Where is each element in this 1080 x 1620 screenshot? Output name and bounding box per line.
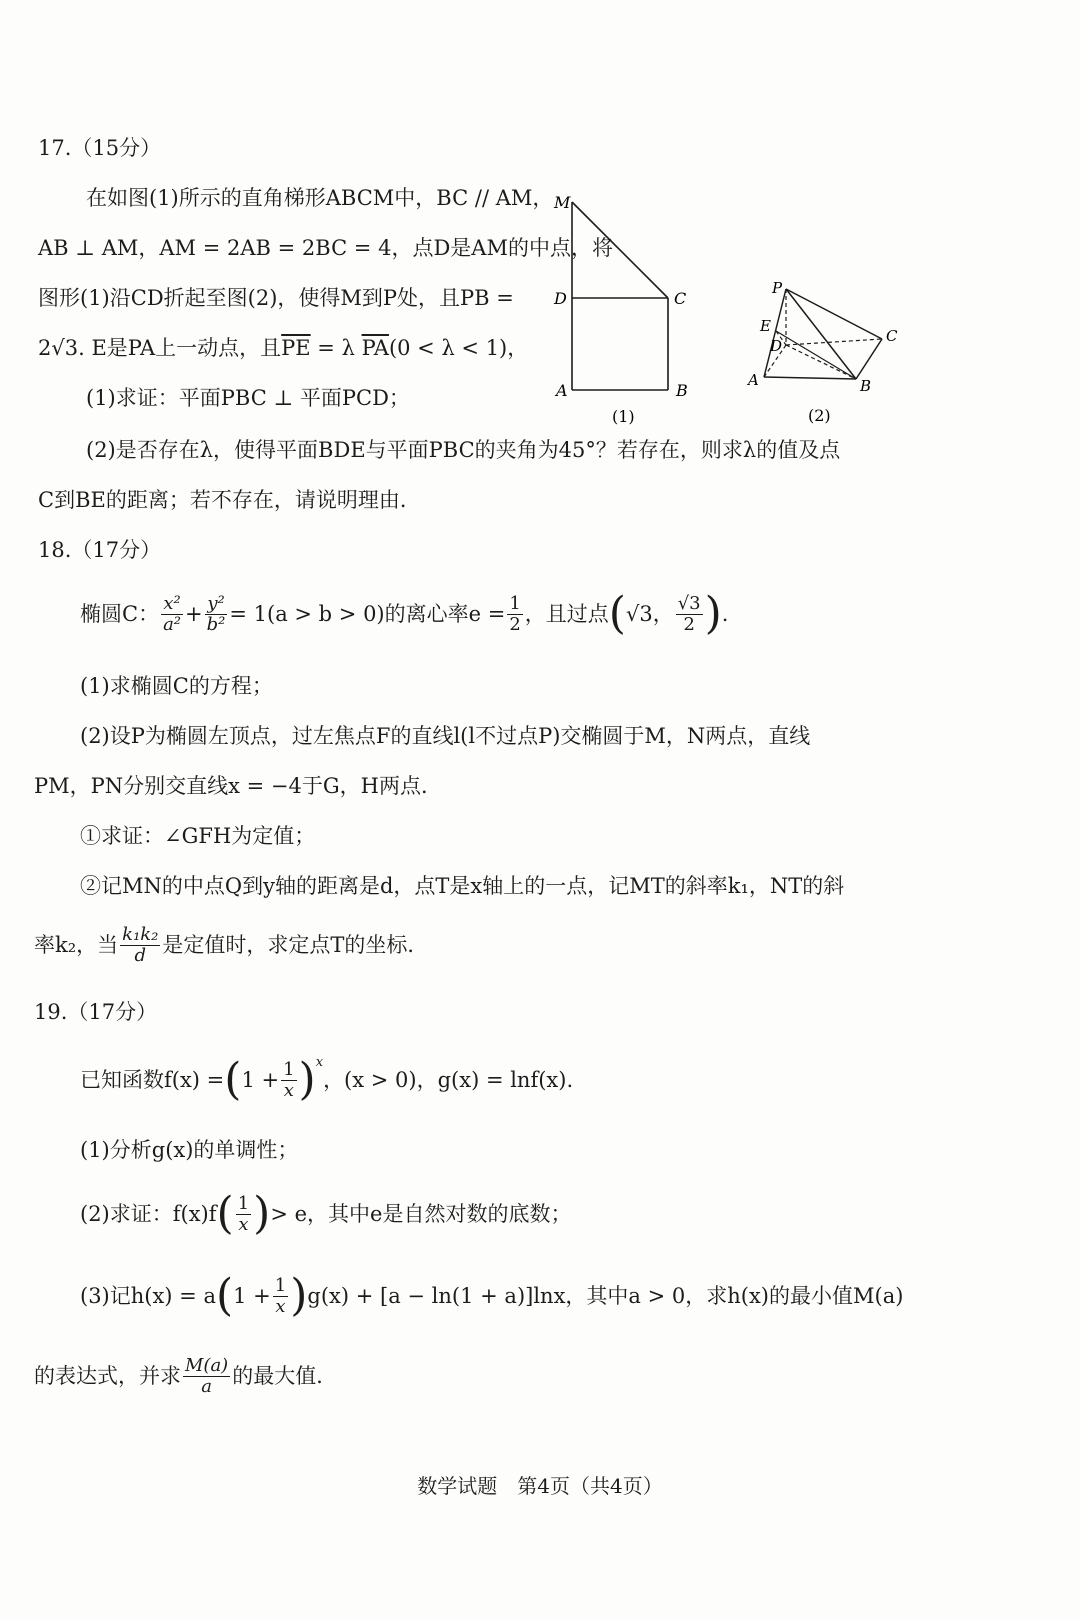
frac-den: b² xyxy=(206,613,226,635)
frac-1-x xyxy=(273,1276,288,1317)
q19-part1: (1)分析g(x)的单调性； xyxy=(80,1138,299,1162)
q18-ellipse-statement xyxy=(80,588,729,639)
left-paren: ( xyxy=(216,1188,234,1239)
fig2-label-c: C xyxy=(886,327,898,345)
q18-part2-cont: PM，PN分别交直线x = −4于G，H两点． xyxy=(34,774,442,798)
q19-part2-start: (2)求证：f(x)f xyxy=(80,1201,217,1226)
frac-num: M(a) xyxy=(185,1355,229,1376)
frac-den: x xyxy=(238,1213,249,1235)
vector-pa: $\overline{PA}$ xyxy=(361,336,389,360)
q17-line2: AB ⊥ AM，AM = 2AB = 2BC = 4，点D是AM的中点，将 xyxy=(38,236,613,260)
left-paren: ( xyxy=(215,1270,234,1321)
figure-2-folded-solid xyxy=(740,275,910,430)
q19-def-inner: 1 + xyxy=(241,1067,280,1092)
q19-def-start: 已知函数f(x) = xyxy=(80,1067,225,1092)
frac-num: 1 xyxy=(509,592,521,614)
frac-den: 2 xyxy=(509,613,521,635)
fig1-label-a: A xyxy=(556,381,568,400)
q18-point-x: √3， xyxy=(625,601,674,626)
q19-part3-inner: 1 + xyxy=(233,1283,271,1308)
left-paren: ( xyxy=(224,1054,242,1105)
fig1-caption: (1) xyxy=(612,407,635,426)
frac-num: x² xyxy=(163,592,181,614)
fig2-label-d: D xyxy=(770,337,783,355)
frac-den: x xyxy=(283,1079,294,1101)
frac-1-x xyxy=(236,1194,251,1235)
q18-part1: (1)求椭圆C的方程； xyxy=(80,674,273,698)
q18-header: 18.（17分） xyxy=(38,538,162,562)
q17-line4-start: 2√3. E是PA上一动点，且 xyxy=(38,336,282,360)
fig2-label-p: P xyxy=(772,279,783,297)
right-paren: ) xyxy=(704,588,722,639)
frac-x2-a2 xyxy=(161,594,183,635)
fig2-caption: (2) xyxy=(808,406,831,425)
right-paren: ) xyxy=(298,1054,316,1105)
page-footer: 数学试题 第4页（共4页） xyxy=(417,1474,663,1498)
q17-line4-end: (0 < λ < 1)， xyxy=(388,336,529,360)
right-paren: ) xyxy=(253,1188,271,1239)
q18-part2: (2)设P为椭圆左顶点，过左焦点F的直线l(l不过点P)交椭圆于M，N两点，直线 xyxy=(80,724,811,748)
q19-part3-cont-a: 的表达式，并求 xyxy=(34,1363,181,1388)
frac-num: 1 xyxy=(283,1058,295,1080)
right-paren: ) xyxy=(290,1270,308,1321)
frac-den: d xyxy=(134,944,147,966)
left-paren: ( xyxy=(608,588,626,639)
q17-line4-lambda: = λ xyxy=(310,336,362,360)
frac-one-half xyxy=(507,594,522,635)
frac-den: a² xyxy=(163,613,182,635)
q18-sub2-text-b: 是定值时，求定点T的坐标． xyxy=(162,932,429,957)
fig1-label-m: M xyxy=(554,193,571,212)
frac-k1k2-d xyxy=(120,925,160,966)
figure-1-trapezoid xyxy=(550,190,710,430)
q17-part1: (1)求证：平面PBC ⊥ 平面PCD； xyxy=(86,386,410,410)
q17-line3: 图形(1)沿CD折起至图(2)，使得M到P处，且PB = xyxy=(38,286,514,310)
q19-def-end: ，(x > 0)，g(x) = lnf(x). xyxy=(323,1067,574,1092)
q19-part3-cont xyxy=(34,1356,337,1397)
q18-passes-text: ，且过点 xyxy=(524,601,609,626)
frac-den: 2 xyxy=(683,613,695,635)
frac-ma-a xyxy=(183,1356,230,1397)
frac-sqrt3-2 xyxy=(676,594,703,635)
q17-header: 17.（15分） xyxy=(38,136,162,160)
q19-part3-cont-b: 的最大值． xyxy=(232,1363,338,1388)
q18-period: . xyxy=(721,601,729,626)
frac-num: k₁k₂ xyxy=(122,924,159,945)
q18-sub2-text-a: 率k₂，当 xyxy=(34,932,119,957)
q18-sub2-cont xyxy=(34,925,428,966)
q19-part3-start: (3)记h(x) = a xyxy=(80,1283,216,1308)
q19-part2-end: > e，其中e是自然对数的底数； xyxy=(270,1201,572,1226)
q17-part2-cont: C到BE的距离；若不存在，请说明理由． xyxy=(38,488,421,512)
q19-part3-end: g(x) + [a − ln(1 + a)]lnx，其中a > 0，求h(x)的最小值M(a) xyxy=(307,1283,904,1308)
q17-line4 xyxy=(38,338,528,359)
fig2-label-a: A xyxy=(748,371,759,389)
fig1-label-d: D xyxy=(554,289,567,308)
q17-line1: 在如图(1)所示的直角梯形ABCM中，BC // AM， xyxy=(86,186,554,210)
vector-pe: $\overline{PE}$ xyxy=(281,336,311,360)
fig1-label-c: C xyxy=(674,289,687,308)
fig2-label-b: B xyxy=(860,377,872,395)
frac-den: a xyxy=(201,1375,212,1397)
frac-den: x xyxy=(275,1295,286,1317)
frac-y2-b2 xyxy=(205,594,228,635)
fig1-label-b: B xyxy=(676,381,688,400)
frac-num: 1 xyxy=(274,1274,287,1296)
q19-part2 xyxy=(80,1188,572,1239)
fig2-label-e: E xyxy=(760,317,771,335)
q19-part3 xyxy=(80,1270,904,1321)
q18-sub2: ②记MN的中点Q到y轴的距离是d，点T是x轴上的一点，记MT的斜率k₁，NT的斜 xyxy=(80,874,845,898)
frac-num: y² xyxy=(207,592,225,614)
exponent-x: x xyxy=(315,1054,324,1070)
q18-sub1: ①求证：∠GFH为定值； xyxy=(80,824,316,848)
frac-num: √3 xyxy=(677,592,701,614)
plus-sign: + xyxy=(185,601,203,626)
q18-ellipse-label: 椭圆C： xyxy=(80,601,160,626)
frac-num: 1 xyxy=(237,1192,250,1214)
q18-eccentricity-text: = 1(a > b > 0)的离心率e = xyxy=(229,601,506,626)
q19-function-def xyxy=(80,1054,574,1105)
frac-1-x xyxy=(281,1060,296,1101)
q19-header: 19.（17分） xyxy=(34,1000,158,1024)
q17-part2: (2)是否存在λ，使得平面BDE与平面PBC的夹角为45°？若存在，则求λ的值及点 xyxy=(86,438,841,462)
